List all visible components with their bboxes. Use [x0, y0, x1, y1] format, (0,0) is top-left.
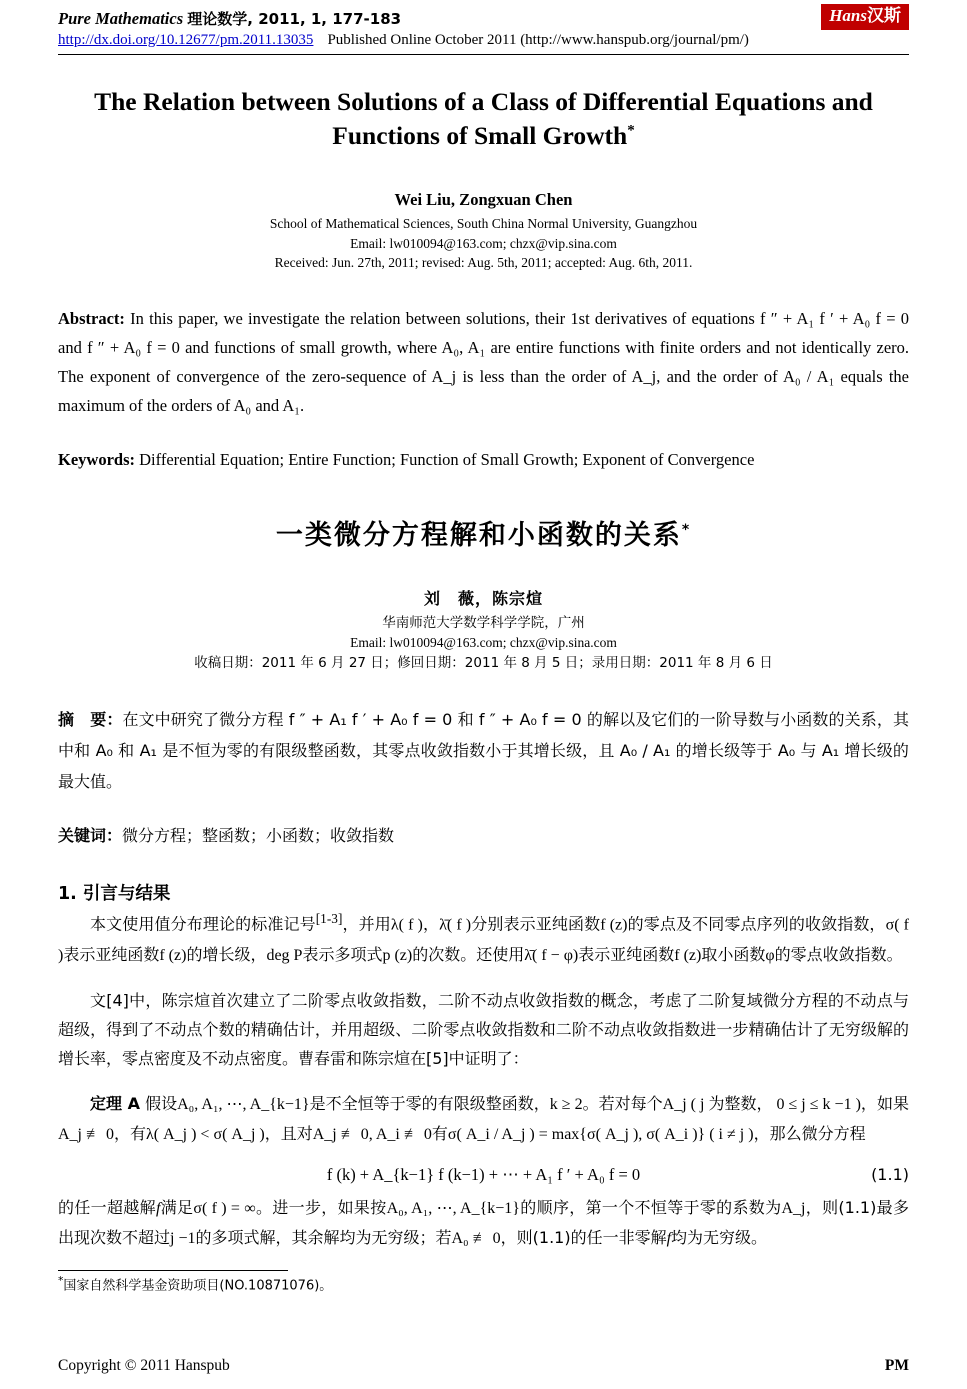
- p1-math-9: f (z): [674, 946, 702, 964]
- thm-math-1: A₀, A₁, ⋯, A_{k−1}: [177, 1096, 310, 1114]
- abstract-equation-2: f ″ + A₀ f = 0: [87, 337, 180, 357]
- masthead: [58, 0, 909, 55]
- thm-seg-5: ，有: [114, 1124, 147, 1144]
- abstract-text-5: , and the order of: [656, 366, 778, 386]
- abstract-cn-equation-2: f ″ + A₀ f = 0: [478, 709, 582, 729]
- abstract-cn-conj: 和: [457, 709, 474, 729]
- thm-math-3: A_j ( j 为整数， 0 ≤ j ≤ k −1 ): [662, 1096, 861, 1114]
- title-footnote-marker: *: [627, 122, 635, 139]
- authors-en: Wei Liu, Zongxuan Chen: [394, 190, 573, 210]
- logo-text-en: Hans: [829, 6, 867, 25]
- affiliation-cn: [58, 613, 909, 674]
- abstract-cn-symbol-ratio: A₀ / A₁: [619, 740, 671, 760]
- p1-math-6: deg P: [266, 946, 303, 964]
- abstract-symbol-4: A₀ / A₁: [782, 366, 835, 386]
- abstract-conj: and: [58, 337, 82, 357]
- thm-seg-6: ，且对: [264, 1124, 313, 1144]
- p1-math-8: λ̄( f − φ): [524, 946, 579, 964]
- p4-symbol-f-2: f: [666, 1230, 672, 1248]
- p1-math-10: φ: [765, 946, 775, 964]
- section-number: 1.: [58, 884, 77, 905]
- citation-1-3: [1-3]: [315, 911, 343, 927]
- abstract-text-4: is less than the order of: [462, 366, 627, 386]
- p4-seg-g: 的多项式解，其余解均为无穷级；若: [195, 1228, 452, 1248]
- p1-seg-j: 表示亚纯函数: [578, 944, 675, 964]
- p1-math-2: λ̄( f ): [439, 916, 472, 934]
- p1-seg-b: ，并用: [342, 914, 391, 934]
- equation-1-1: [58, 1165, 909, 1185]
- abstract-cn-label: 摘 要：: [58, 709, 123, 729]
- p4-symbol-f-1: f: [155, 1200, 161, 1218]
- p4-seg-h: ，则(1.1)的任一非零解: [500, 1228, 667, 1248]
- p4-seg-a: 的任一超越解: [58, 1198, 156, 1218]
- journal-title-en: Pure Mathematics: [58, 9, 184, 28]
- theorem-label: 定理 A: [90, 1094, 140, 1114]
- abstract-symbol-3: A_j: [631, 366, 657, 386]
- logo-text-cn: 汉斯: [867, 6, 901, 26]
- abstract-text-7: and: [255, 395, 280, 415]
- abstract-symbol-2: A_j: [431, 366, 457, 386]
- p1-seg-l: 的零点收敛指数。: [774, 944, 903, 964]
- copyright-text: Copyright © 2011 Hanspub: [58, 1357, 230, 1374]
- p1-seg-e: 的零点及不同零点序列的收敛指数，: [627, 914, 886, 934]
- keywords-cn-text: 微分方程；整函数；小函数；收敛指数: [122, 826, 395, 846]
- keywords-text: Differential Equation; Entire Function; Function of Small Growth; Exponent of Convergence: [139, 449, 755, 469]
- abstract-equation-1: f ″ + A₁ f ′ + A₀ f = 0: [760, 309, 910, 328]
- footnote: [58, 1274, 909, 1293]
- page-title-cn: [58, 513, 909, 552]
- abstract-cn-text-4: 是不恒为零的有限级整函数，其零点收敛指数小于其增长级，且: [162, 740, 615, 760]
- paragraph-4: [58, 1193, 909, 1253]
- p1-seg-d: 分别表示亚纯函数: [471, 914, 601, 934]
- doi-link[interactable]: http://dx.doi.org/10.12677/pm.2011.13035: [58, 32, 314, 48]
- abstract-cn-symbol-a0: A₀: [95, 740, 113, 760]
- p4-seg-d: 的顺序，第一个不恒等于零的系数为: [519, 1198, 782, 1218]
- thm-math-5: λ( A_j ) < σ( A_j ): [146, 1126, 265, 1144]
- paragraph-theorem-a: [58, 1089, 909, 1149]
- p1-math-7: p (z): [382, 946, 413, 964]
- section-heading-1: [58, 880, 909, 905]
- p1-math-5: f (z): [159, 946, 187, 964]
- p1-math-4: σ( f ): [58, 916, 909, 964]
- journal-title-cn: 理论数学: [187, 10, 248, 28]
- p4-seg-i: 均为无穷级。: [671, 1228, 768, 1248]
- thm-seg-3: 。若对每个: [582, 1094, 663, 1114]
- p4-seg-c: 。进一步，如果按: [255, 1198, 387, 1218]
- hans-publisher-logo: [821, 4, 909, 30]
- abstract-text-3: are entire functions with finite orders and not identically zero. The exponent of convergence of the zero-sequence of: [58, 337, 910, 386]
- p4-math-5: A₀ ≢ 0: [451, 1230, 501, 1248]
- paragraph-2: 文[4]中，陈宗煊首次建立了二阶零点收敛指数，二阶不动点收敛指数的概念，考虑了二阶复域微分方程的不动点与超级，得到了不动点个数的精确估计，并用超级、二阶零点收敛指数和二阶不动点收敛指数进一步精确估计了无穷级解的增长率，零点密度及不动点密度。曹春雷和陈宗煊在[5]中证明了：: [58, 990, 909, 1068]
- footnote-marker: *: [58, 1273, 64, 1287]
- abstract-cn-symbol-a0-b: A₀: [777, 740, 796, 760]
- abstract-cn-text-6: 与: [800, 740, 817, 760]
- keywords-label: Keywords:: [58, 449, 135, 469]
- p4-math-3: A_j: [781, 1200, 806, 1218]
- authors-cn: 刘 薇，陈宗煊: [423, 588, 543, 608]
- p1-seg-g: 的增长级，: [186, 944, 267, 964]
- abstract-cn-text-3: 和: [118, 740, 135, 760]
- thm-seg-2: 是不全恒等于零的有限级整函数，: [309, 1094, 550, 1114]
- abstract-cn-text-1: 在文中研究了微分方程: [122, 709, 284, 729]
- thm-seg-8: ，那么微分方程: [753, 1124, 866, 1144]
- abstract-cn-text-5: 的增长级等于: [675, 740, 773, 760]
- abstract-cn-symbol-a1: A₁: [139, 740, 157, 760]
- header-divider: [58, 54, 909, 55]
- p4-math-2: A₀, A₁, ⋯, A_{k−1}: [386, 1200, 520, 1218]
- p1-seg-h: 表示多项式: [302, 944, 383, 964]
- p1-seg-f: 表示亚纯函数: [63, 944, 160, 964]
- abstract-cn: [58, 704, 909, 798]
- p1-math-3: f (z): [600, 916, 628, 934]
- p1-seg-a: 本文使用值分布理论的标准记号: [90, 914, 316, 934]
- abstract-cn-symbol-a1-b: A₁: [821, 740, 840, 760]
- page-footer: [58, 1357, 909, 1375]
- page-title-en: [58, 85, 909, 152]
- p1-math-1: λ( f ): [390, 916, 423, 934]
- title-cn-footnote-marker: *: [681, 521, 692, 538]
- dates-cn: 收稿日期：2011 年 6 月 27 日；修回日期：2011 年 8 月 5 日；录用日期：2011 年 8 月 6 日: [194, 655, 773, 672]
- abstract-text-2: and functions of small growth, where: [185, 337, 438, 357]
- keywords-cn: [58, 823, 909, 846]
- journal-abbrev: PM: [884, 1357, 909, 1374]
- abstract-symbol-5: A₀: [233, 395, 252, 415]
- thm-math-2: k ≥ 2: [549, 1096, 583, 1114]
- abstract-en: [58, 305, 909, 421]
- thm-seg-1: 假设: [145, 1094, 178, 1114]
- email-en: Email: lw010094@163.com; chzx@vip.sina.com: [350, 235, 617, 251]
- section-title: 引言与结果: [82, 884, 171, 905]
- abstract-text-6: equals the maximum of the orders of: [58, 366, 910, 415]
- equation-body: f (k) + A_{k−1} f (k−1) + ⋯ + A₁ f ′ + A₀ f = 0: [326, 1165, 641, 1185]
- p4-math-1: σ( f ) = ∞: [193, 1200, 256, 1218]
- thm-math-4: A_j ≢ 0: [58, 1126, 114, 1144]
- published-online-text: Published Online October 2011 (http://www.hanspub.org/journal/pm/): [327, 32, 749, 48]
- p1-seg-c: ，: [422, 914, 440, 934]
- abstract-text-1: In this paper, we investigate the relation between solutions, their 1st derivatives of equations: [130, 309, 755, 328]
- paragraph-1: [58, 907, 909, 970]
- keywords-en: [58, 447, 909, 473]
- affiliation-cn-line: 华南师范大学数学科学学院，广州: [382, 614, 585, 631]
- p1-seg-k: 取小函数: [701, 944, 766, 964]
- equation-number: (1.1): [871, 1165, 909, 1185]
- journal-line: [58, 8, 909, 29]
- abstract-text-8: .: [300, 395, 305, 415]
- footnote-divider: [58, 1270, 288, 1271]
- title-cn-text: 一类微分方程解和小函数的关系: [275, 519, 682, 551]
- p4-seg-e: ，则(1.1)最多出现次数不超过: [58, 1198, 909, 1248]
- abstract-cn-text-7: 增长级的最大值。: [58, 740, 909, 792]
- p4-math-4: j −1: [170, 1230, 196, 1248]
- affiliation-en-line: School of Mathematical Sciences, South China Normal University, Guangzhou: [269, 216, 698, 232]
- title-en-text: The Relation between Solutions of a Class of Differential Equations and Functions of Small Growth: [94, 87, 873, 150]
- doi-line: [58, 32, 909, 49]
- abstract-label: Abstract:: [58, 309, 125, 328]
- thm-seg-7: 有: [431, 1124, 448, 1144]
- abstract-cn-text-2: 的解以及它们的一阶导数与小函数的关系，其中和: [58, 709, 909, 760]
- p1-seg-i: 的次数。还使用: [412, 944, 525, 964]
- affiliation-en: [58, 214, 909, 273]
- journal-issue: , 2011, 1, 177-183: [247, 10, 402, 28]
- thm-math-6: A_j ≢ 0, A_i ≢ 0: [312, 1126, 432, 1144]
- p4-seg-b: 满足: [160, 1198, 194, 1218]
- email-cn: Email: lw010094@163.com; chzx@vip.sina.com: [350, 635, 617, 651]
- abstract-symbol-6: A₁: [282, 395, 301, 415]
- abstract-cn-equation-1: f ″ + A₁ f ′ + A₀ f = 0: [288, 709, 453, 729]
- keywords-cn-label: 关键词：: [58, 826, 123, 846]
- dates-en: Received: Jun. 27th, 2011; revised: Aug. 5th, 2011; accepted: Aug. 6th, 2011.: [274, 255, 693, 271]
- abstract-symbol-1: A₀, A₁: [441, 337, 486, 357]
- thm-math-7: σ( A_i / A_j ) = max{σ( A_j ), σ( A_i )} ( i ≠ j ): [447, 1126, 754, 1144]
- footnote-text: 国家自然科学基金资助项目(NO.10871076)。: [63, 1277, 333, 1293]
- thm-seg-4: ，如果: [860, 1094, 909, 1114]
